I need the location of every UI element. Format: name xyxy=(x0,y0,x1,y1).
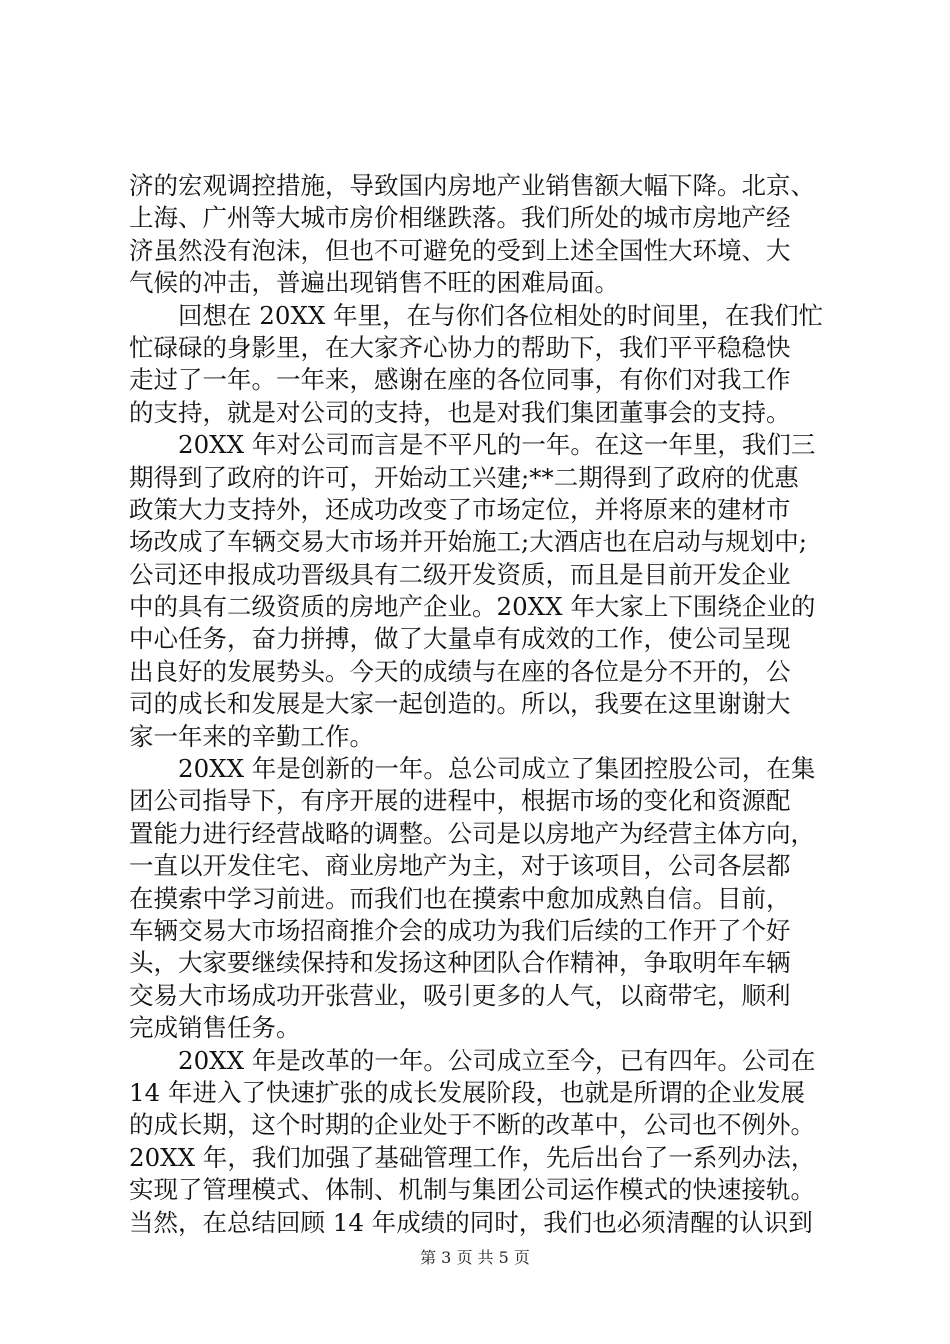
text-line: 公司还申报成功晋级具有二级开发资质，而且是目前开发企业 xyxy=(129,559,791,589)
text-line: 回想在 20XX 年里，在与你们各位相处的时间里，在我们忙 xyxy=(129,300,824,330)
text-line: 出良好的发展势头。今天的成绩与在座的各位是分不开的，公 xyxy=(129,656,791,686)
text-line: 的成长期，这个时期的企业处于不断的改革中，公司也不例外。 xyxy=(129,1110,815,1140)
text-line: 实现了管理模式、体制、机制与集团公司运作模式的快速接轨。 xyxy=(129,1175,815,1205)
text-line: 完成销售任务。 xyxy=(129,1013,301,1043)
text-line: 车辆交易大市场招商推介会的成功为我们后续的工作开了个好 xyxy=(129,915,791,945)
text-line: 济的宏观调控措施，导致国内房地产业销售额大幅下降。北京、 xyxy=(129,171,815,200)
text-line: 20XX 年对公司而言是不平凡的一年。在这一年里，我们三 xyxy=(129,430,816,460)
page-footer: 第 3 页 共 5 页 xyxy=(420,1248,530,1267)
text-line: 期得到了政府的许可，开始动工兴建;**二期得到了政府的优惠 xyxy=(129,462,799,492)
text-line: 头，大家要继续保持和发扬这种团队合作精神，争取明年车辆 xyxy=(129,948,791,978)
text-line: 的支持，就是对公司的支持，也是对我们集团董事会的支持。 xyxy=(129,397,791,427)
text-line: 一直以开发住宅、商业房地产为主，对于该项目，公司各层都 xyxy=(129,851,791,881)
text-line: 走过了一年。一年来，感谢在座的各位同事，有你们对我工作 xyxy=(129,365,791,395)
text-line: 置能力进行经营战略的调整。公司是以房地产为经营主体方向， xyxy=(129,818,815,848)
text-line: 交易大市场成功开张营业，吸引更多的人气，以商带宅，顺利 xyxy=(129,980,791,1010)
text-line: 气候的冲击，普遍出现销售不旺的困难局面。 xyxy=(129,268,619,298)
text-line: 中心任务，奋力拼搏，做了大量卓有成效的工作，使公司呈现 xyxy=(129,624,791,654)
text-line: 14 年进入了快速扩张的成长发展阶段，也就是所谓的企业发展 xyxy=(129,1077,805,1107)
text-line: 司的成长和发展是大家一起创造的。所以，我要在这里谢谢大 xyxy=(129,689,791,719)
text-line: 20XX 年是改革的一年。公司成立至今，已有四年。公司在 xyxy=(129,1045,816,1075)
body-text xyxy=(129,170,829,1239)
text-line: 家一年来的辛勤工作。 xyxy=(129,721,374,751)
text-line: 济虽然没有泡沫，但也不可避免的受到上述全国性大环境、大 xyxy=(129,235,791,265)
text-line: 团公司指导下，有序开展的进程中，根据市场的变化和资源配 xyxy=(129,786,791,816)
text-line: 中的具有二级资质的房地产企业。20XX 年大家上下围绕企业的 xyxy=(129,592,816,622)
text-line: 场改成了车辆交易大市场并开始施工;大酒店也在启动与规划中; xyxy=(129,527,808,557)
text-line: 20XX 年，我们加强了基础管理工作，先后出台了一系列办法， xyxy=(129,1142,816,1172)
text-line: 政策大力支持外，还成功改变了市场定位，并将原来的建材市 xyxy=(129,494,791,524)
text-line: 在摸索中学习前进。而我们也在摸索中愈加成熟自信。目前， xyxy=(129,883,791,913)
text-line: 上海、广州等大城市房价相继跌落。我们所处的城市房地产经 xyxy=(129,203,791,233)
text-line: 当然，在总结回顾 14 年成绩的同时，我们也必须清醒的认识到 xyxy=(129,1207,813,1237)
text-line: 忙碌碌的身影里，在大家齐心协力的帮助下，我们平平稳稳快 xyxy=(129,332,791,362)
text-line: 20XX 年是创新的一年。总公司成立了集团控股公司，在集 xyxy=(129,754,816,784)
